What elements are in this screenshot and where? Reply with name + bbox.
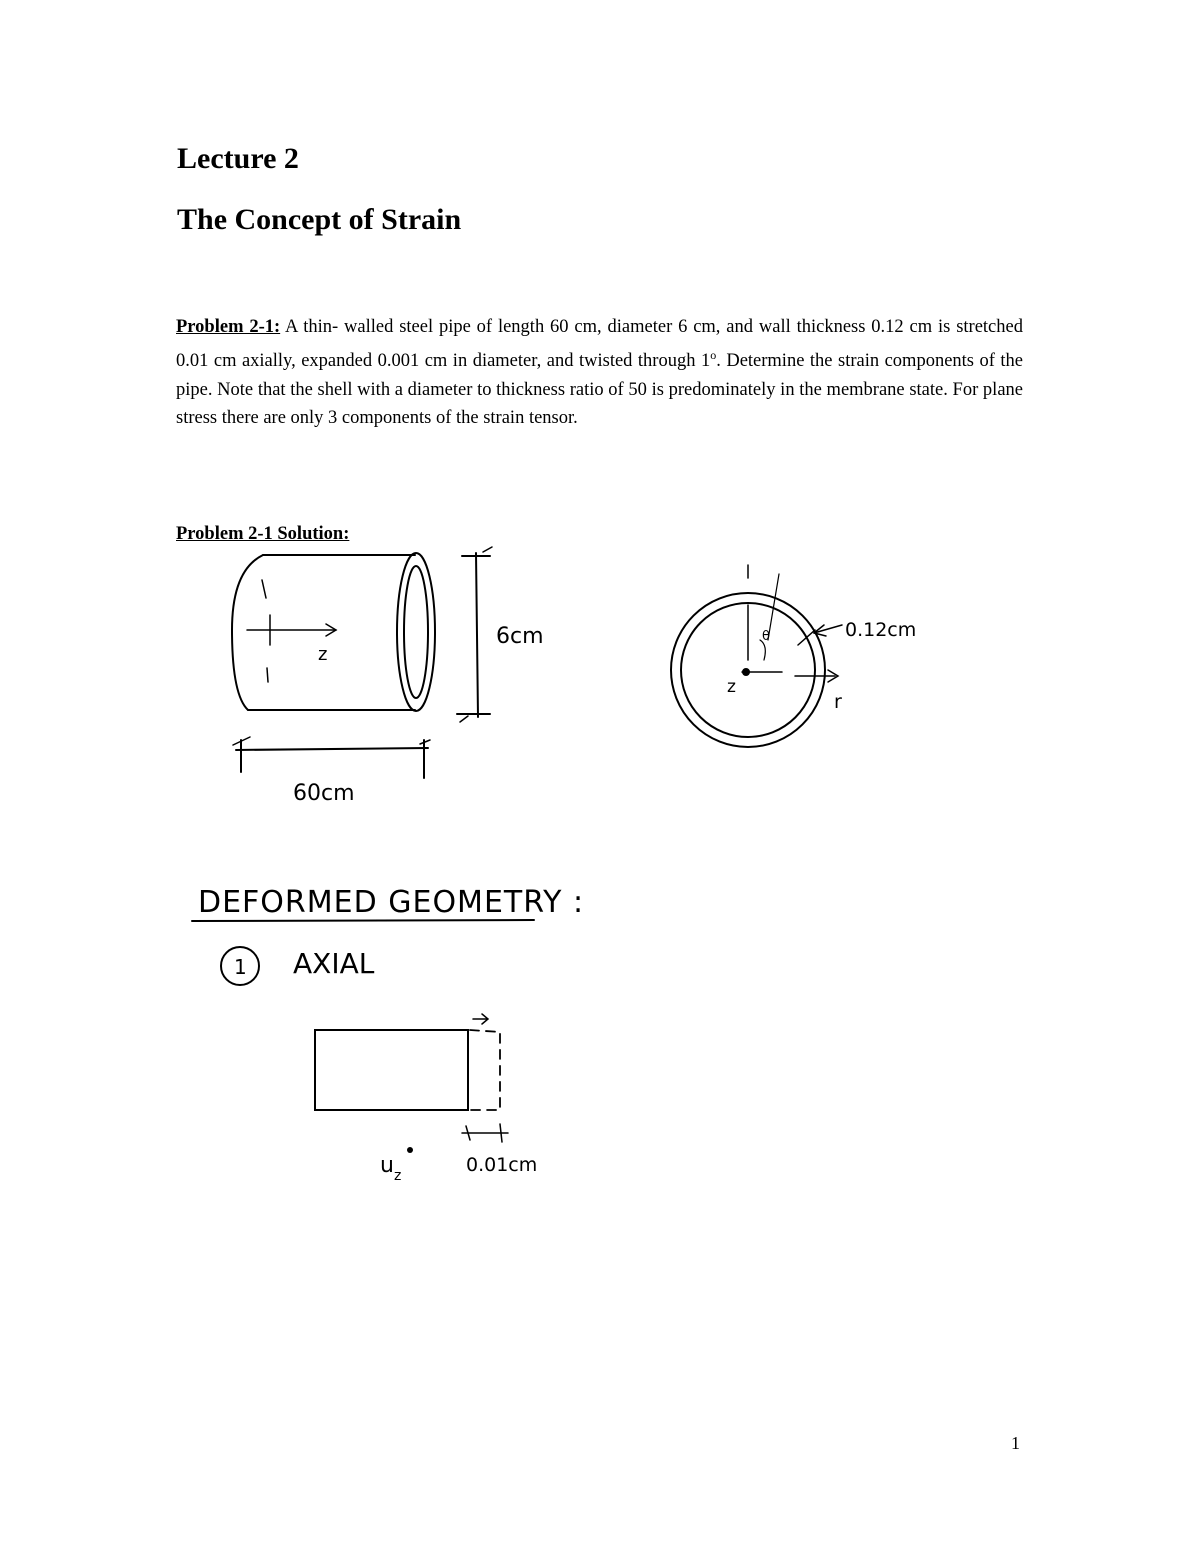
cylinder-axis-label: z — [318, 644, 328, 665]
displacement-value-label: 0.01cm — [466, 1154, 538, 1176]
problem-text-part1: A thin- walled steel pipe of length 60 cm, diameter 6 cm, and wall thickness 0.12 cm is stretched 0.01 cm axially, expanded 0.001 cm in diameter, and twisted through 1 — [176, 317, 1023, 372]
item-label: AXIAL — [293, 947, 375, 980]
section-r-label: r — [834, 691, 842, 713]
cross-section-drawing — [671, 565, 842, 747]
displacement-dot — [407, 1147, 413, 1153]
displacement-subscript: z — [393, 1168, 402, 1184]
page-number: 1 — [1011, 1433, 1020, 1453]
length-dimension — [233, 737, 430, 778]
lecture-heading: Lecture 2 — [177, 142, 299, 175]
axial-rectangle-drawing — [315, 1014, 508, 1142]
diameter-dimension — [457, 547, 492, 722]
section-z-label: z — [727, 677, 736, 697]
solution-label: Problem 2-1 Solution: — [176, 524, 350, 544]
deformed-geometry-heading: DEFORMED GEOMETRY : — [198, 885, 585, 920]
deformed-heading-underline — [192, 920, 534, 921]
cylinder-drawing — [232, 553, 435, 711]
problem-label: Problem 2-1: — [176, 317, 281, 337]
problem-text-part2: . Determine the strain components of the pipe. Note that the shell with a diameter to thickness ratio of 50 is predominately in the membrane state. For plane stress there are only 3 components of the strain tensor. — [176, 351, 1023, 428]
displacement-label — [380, 1153, 401, 1184]
lecture-title: The Concept of Strain — [177, 203, 462, 236]
length-label: 60cm — [293, 781, 355, 806]
displacement-symbol: u — [380, 1153, 394, 1178]
item-number: 1 — [234, 955, 247, 979]
section-thickness-label: 0.12cm — [845, 619, 917, 641]
section-theta-label: θ — [762, 629, 770, 644]
degree-mark: o — [710, 348, 717, 363]
diameter-label: 6cm — [496, 624, 544, 649]
